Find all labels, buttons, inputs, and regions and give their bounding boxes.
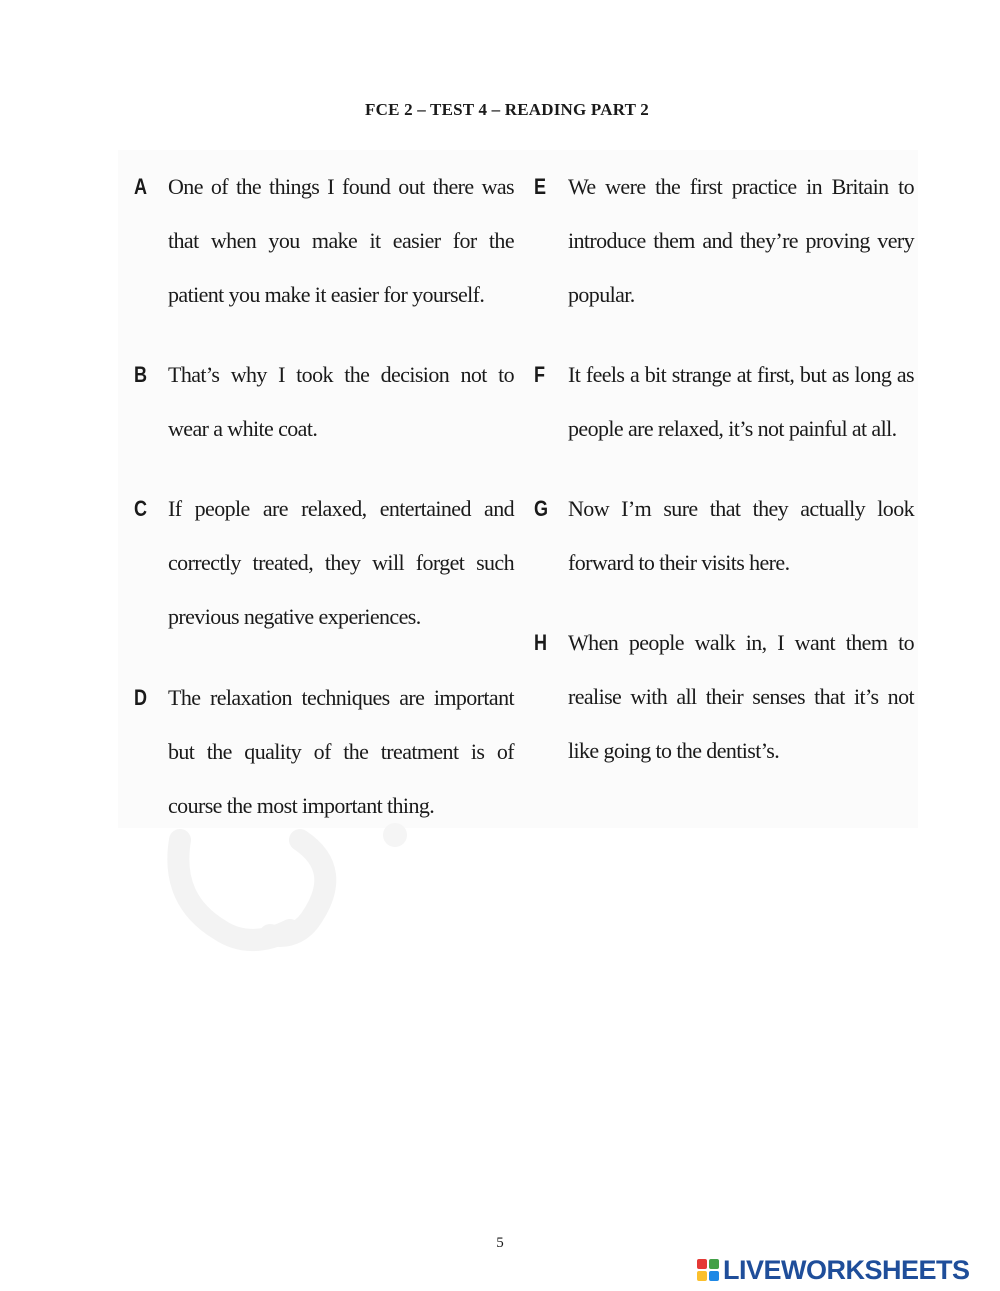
option-text: The relaxation techniques are important but the quality of the treatment is of course the most important thing.: [168, 685, 514, 818]
logo-square: [709, 1259, 719, 1269]
option-b: [134, 348, 514, 456]
liveworksheets-logo[interactable]: [697, 1255, 970, 1285]
logo-square: [697, 1271, 707, 1281]
option-letter: A: [134, 174, 148, 199]
option-letter: B: [134, 362, 148, 387]
option-a: [134, 160, 514, 322]
option-text: It feels a bit strange at first, but as long as people are relaxed, it’s not painful at all.: [568, 362, 914, 441]
option-text: When people walk in, I want them to realise with all their senses that it’s not like going to the dentist’s.: [568, 630, 914, 763]
option-text: Now I’m sure that they actually look forward to their visits here.: [568, 496, 914, 575]
option-text: If people are relaxed, entertained and correctly treated, they will forget such previous negative experiences.: [168, 496, 514, 629]
option-d: [134, 671, 514, 833]
option-text: That’s why I took the decision not to wear a white coat.: [168, 362, 514, 441]
option-text: One of the things I found out there was that when you make it easier for the patient you make it easier for yourself.: [168, 174, 514, 307]
option-letter: E: [534, 174, 547, 199]
option-e: [534, 160, 914, 322]
option-letter: G: [534, 496, 549, 521]
option-letter: H: [534, 630, 548, 655]
liveworksheets-wordmark: LIVEWORKSHEETS: [723, 1254, 970, 1285]
option-letter: F: [534, 362, 546, 387]
liveworksheets-logo-icon: [697, 1259, 719, 1281]
option-f: [534, 348, 914, 456]
option-letter: D: [134, 685, 148, 710]
logo-square: [697, 1259, 707, 1269]
option-c: [134, 482, 514, 644]
option-text: We were the first practice in Britain to introduce them and they’re proving very popular.: [568, 174, 914, 307]
option-g: [534, 482, 914, 590]
page-number: 5: [496, 1235, 504, 1251]
logo-square: [709, 1271, 719, 1281]
page-title: FCE 2 – TEST 4 – READING PART 2: [365, 100, 649, 119]
option-letter: C: [134, 496, 148, 521]
option-h: [534, 616, 914, 778]
